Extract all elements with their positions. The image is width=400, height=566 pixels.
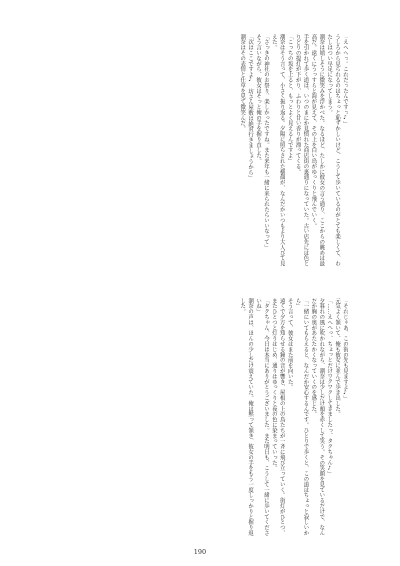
- page-number: 190: [193, 548, 207, 556]
- upper-text-column: 「えへへっ。これだったんですっ♪」 うしろから見られるのはちょっと恥ずかしいけど、こうして歩いているのがとても楽しくて、わたしはつい早足になってしまう。 潮奈は嬉しそうに微笑みを浮かべた。なるほど、たしかに彼女の言う通り、ここからの眺めは最高だ。遠くにうっすらと海が見えて、その上を白い鳥がゆっくりと飛んでいく。 手を引かれて歩く道は、いつのまにか見慣れた商店街の裏通りになっていた。古い店先には色とりどりの提灯が下がり、ふわりと甘い香りが漂ってくる。 「こっちの坂を上ると、もっとよく見えるんですよ」 潮奈はそう言って、小さく振り返る。夕陽に照らされた横顔が、なんだかいつもより大人びて見えた。 「さっきの神社のお祭り、楽しかったですね。また来年も一緒に来られたらいいなって」 そう言いながら、彼女はそっと俺の手を握り直した。 「次はここですよ♪ 坊さん屋敷は絶対行きましょうから」 潮奈はその表情と仕草を見て微笑んだ。: [239, 34, 348, 267]
- lower-text-column: 「それじゃあ、この街の先も見ますよ♪」 元気よく頷いて、俺も彼女に並んで歩き出した。 「……えへへっ、ちょっとだけワクワクしてきましたっ、タクちゃん♪」 夕暮れの風に吹かれながら、潮奈は少しだけ頬を赤くして笑う。その笑顔を見ているだけで、なんだか胸の奥があたたかくなっていくのを感じた。 「一緒にいてもらえると、なんだか安心するんです。ひとりで歩くと、この道はちょっと寂しいから」 そう言って、彼女はまた前を向いた。 遠くで夕方を知らせる鐘の音が響き、屋根の上の鳥たちが一斉に飛び立っていく。街灯がひとつ、またひとつと灯りはじめ、通りはゆっくりと夜の色に染まっていった。 「タクちゃん、今日は本当にありがとうございました。また明日も、こうして一緒に歩いてくださいね」 潮奈の声は、ほんの少しだけ震えていた。俺は黙って頷き、彼女の手をもう一度しっかりと握り返した。: [239, 298, 348, 536]
